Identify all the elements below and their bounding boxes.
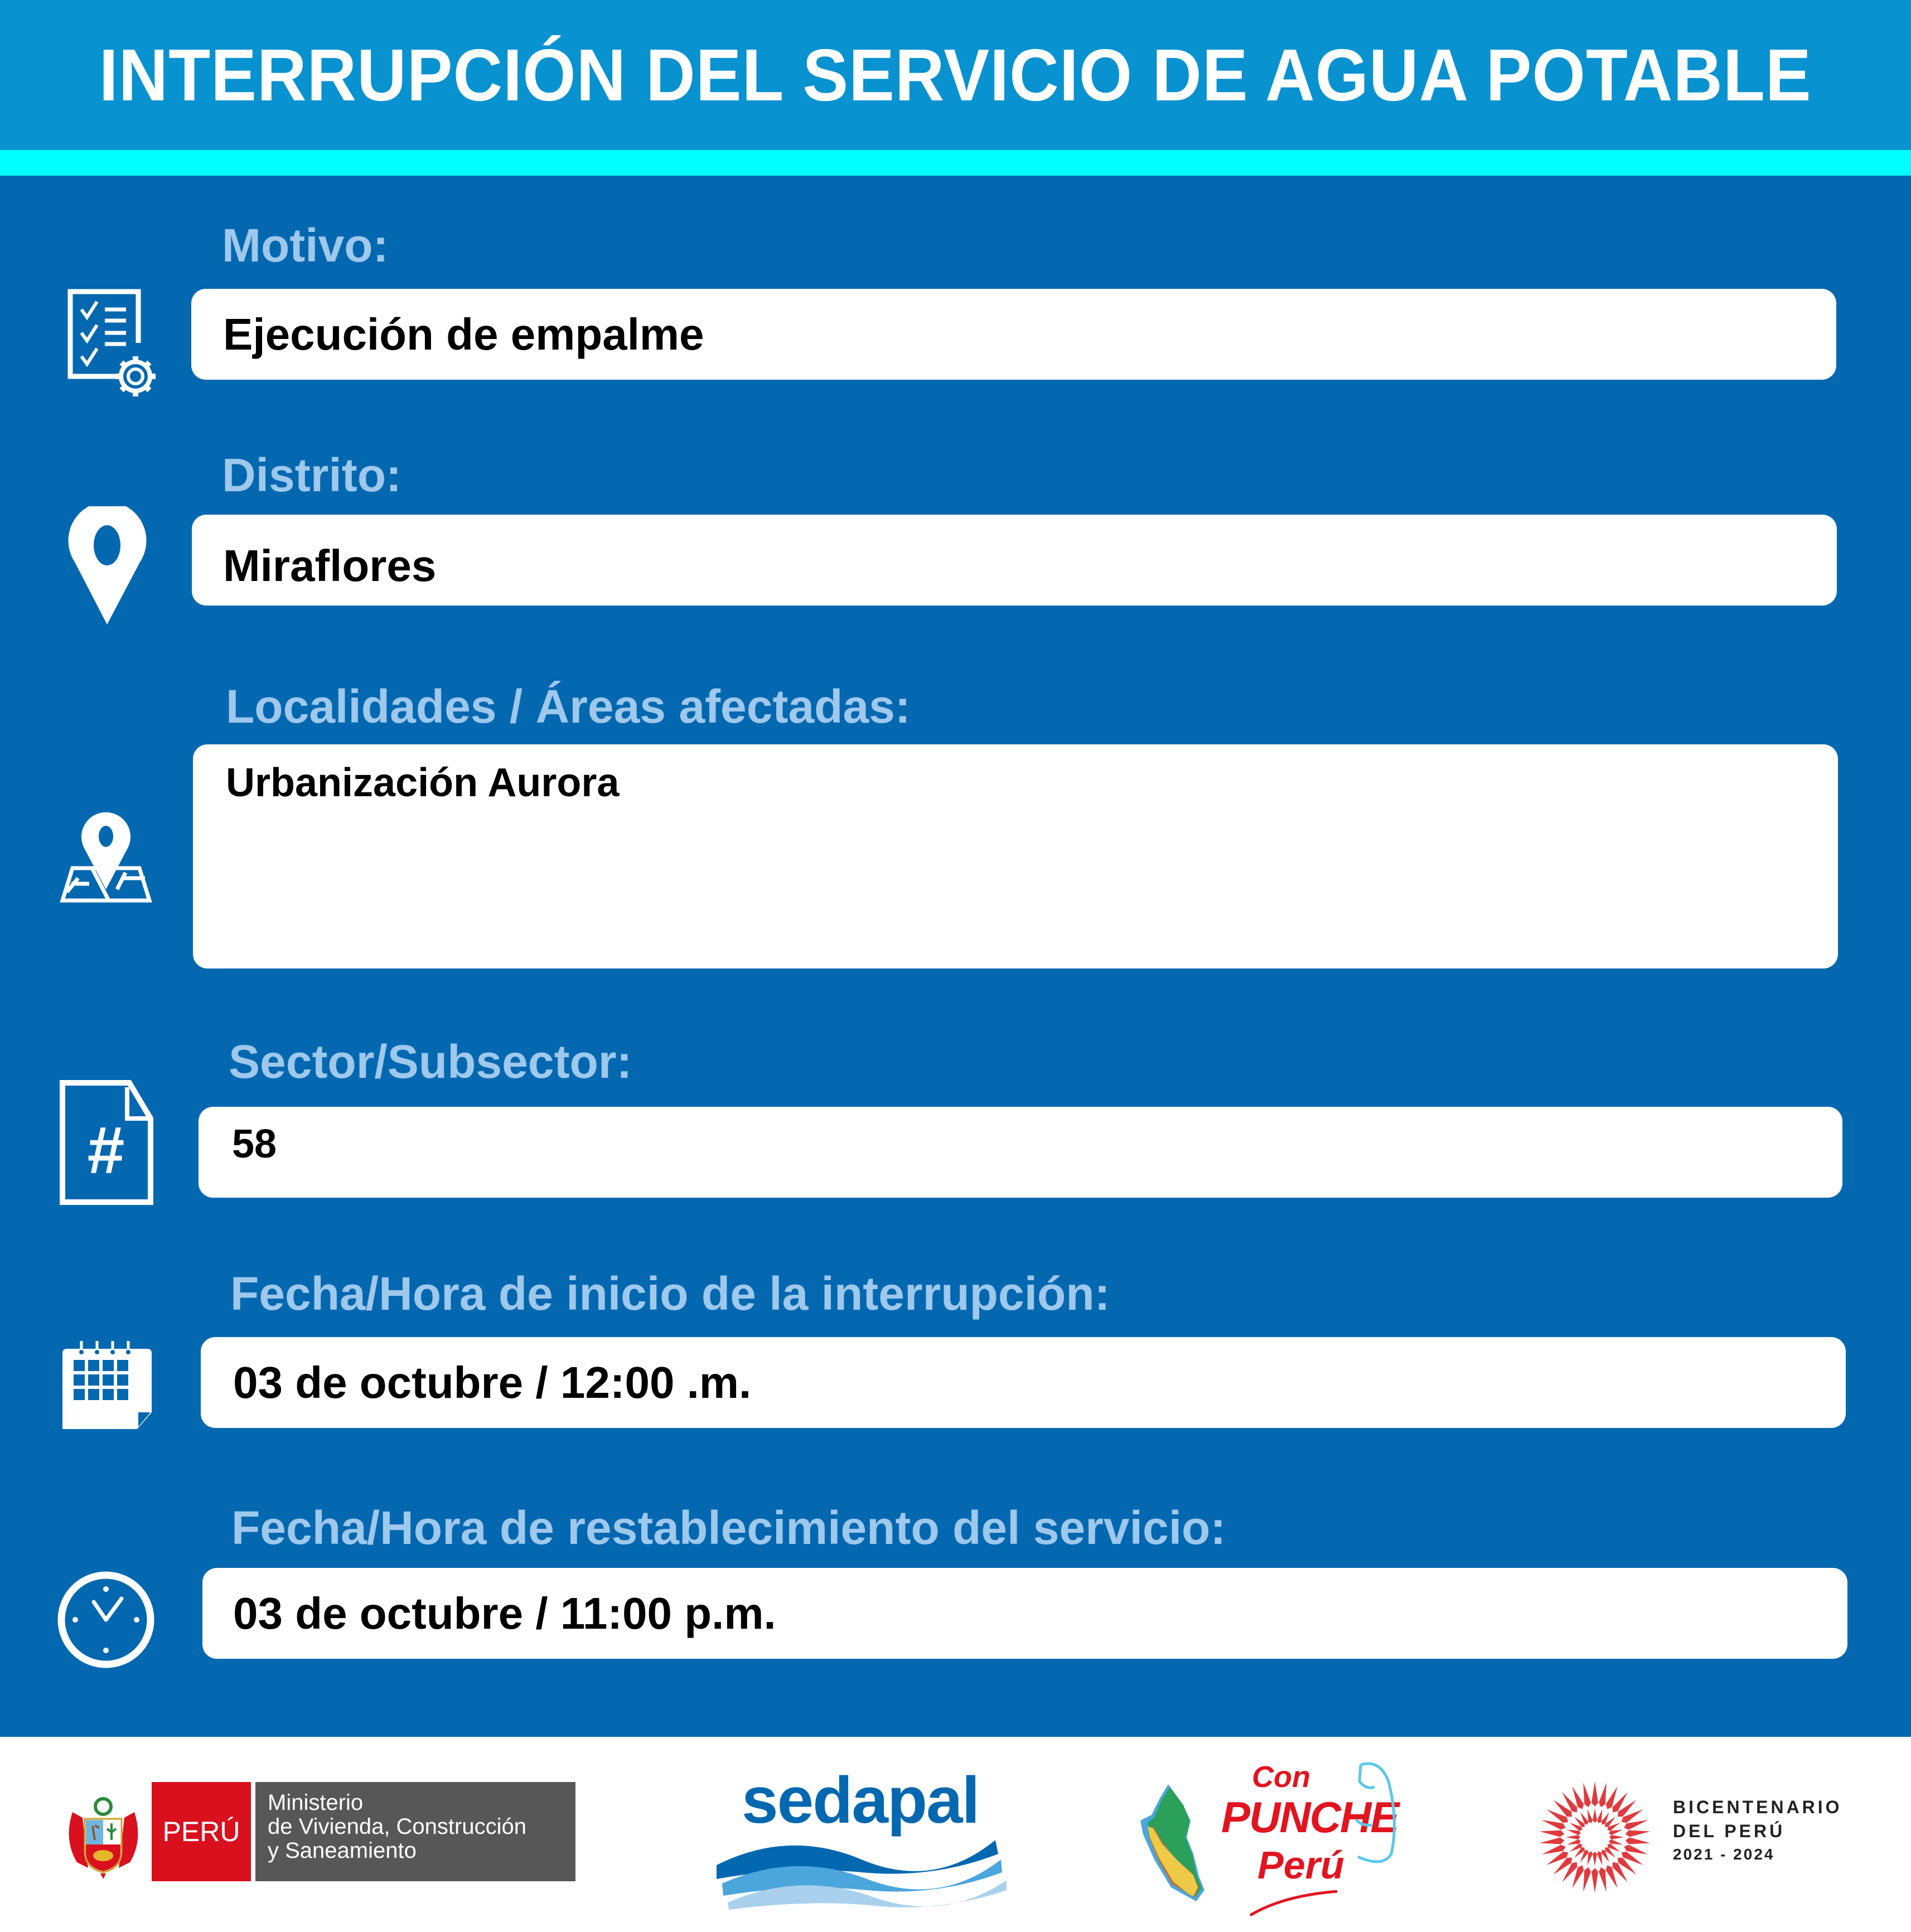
map-pin-icon bbox=[67, 506, 148, 626]
field-label: Motivo: bbox=[222, 219, 389, 272]
ministry-line-1: Ministerio bbox=[268, 1790, 364, 1815]
bicentenario-line-1: BICENTENARIO bbox=[1673, 1797, 1842, 1817]
field-label: Fecha/Hora de inicio de la interrupción: bbox=[230, 1267, 1110, 1320]
calendar-icon bbox=[59, 1341, 155, 1433]
water-waves-icon bbox=[717, 1834, 1007, 1910]
field-label: Distrito: bbox=[222, 449, 401, 501]
brush-stroke-icon bbox=[1249, 1890, 1338, 1918]
header-banner bbox=[0, 0, 1911, 150]
sector-value-box bbox=[199, 1107, 1842, 1198]
page-title: INTERRUPCIÓN DEL SERVICIO DE AGUA POTABLE bbox=[99, 34, 1812, 116]
field-value: Ejecución de empalme bbox=[223, 309, 704, 359]
field-value: Miraflores bbox=[223, 541, 437, 590]
field-value: Urbanización Aurora bbox=[226, 761, 620, 805]
ministry-name-block bbox=[255, 1782, 575, 1881]
field-label: Sector/Subsector: bbox=[229, 1035, 632, 1088]
sunburst-icon bbox=[1536, 1779, 1653, 1896]
peru-map-icon bbox=[1138, 1781, 1235, 1907]
svg-text:#: # bbox=[87, 1113, 125, 1188]
ministry-line-2: de Vivienda, Construcción bbox=[268, 1814, 526, 1839]
punche-line-2: PUNCHE bbox=[1221, 1793, 1399, 1842]
accent-stripe bbox=[0, 150, 1911, 176]
field-value: 58 bbox=[232, 1122, 277, 1166]
bicentenario-line-2: DEL PERÚ bbox=[1673, 1821, 1786, 1841]
hash-document-icon bbox=[58, 1078, 154, 1207]
field-label: Fecha/Hora de restablecimiento del servicio: bbox=[231, 1502, 1226, 1554]
peru-coat-of-arms-icon bbox=[66, 1784, 141, 1882]
bicentenario-line-3: 2021 - 2024 bbox=[1673, 1846, 1775, 1863]
clock-icon bbox=[56, 1570, 156, 1670]
punche-line-3: Perú bbox=[1257, 1843, 1344, 1887]
field-label: Localidades / Áreas afectadas: bbox=[226, 680, 911, 733]
ministry-line-3: y Saneamiento bbox=[268, 1838, 417, 1863]
punche-line-1: Con bbox=[1252, 1760, 1310, 1794]
field-value: 03 de octubre / 12:00 .m. bbox=[233, 1358, 752, 1407]
sedapal-wordmark: sedapal bbox=[742, 1764, 979, 1837]
map-location-icon bbox=[56, 806, 156, 906]
distrito-value-box bbox=[192, 515, 1837, 606]
field-value: 03 de octubre / 11:00 p.m. bbox=[233, 1589, 776, 1638]
flexed-arm-icon bbox=[1349, 1759, 1400, 1871]
checklist-gear-icon bbox=[66, 287, 161, 399]
peru-brand-block: PERÚ bbox=[152, 1782, 251, 1881]
